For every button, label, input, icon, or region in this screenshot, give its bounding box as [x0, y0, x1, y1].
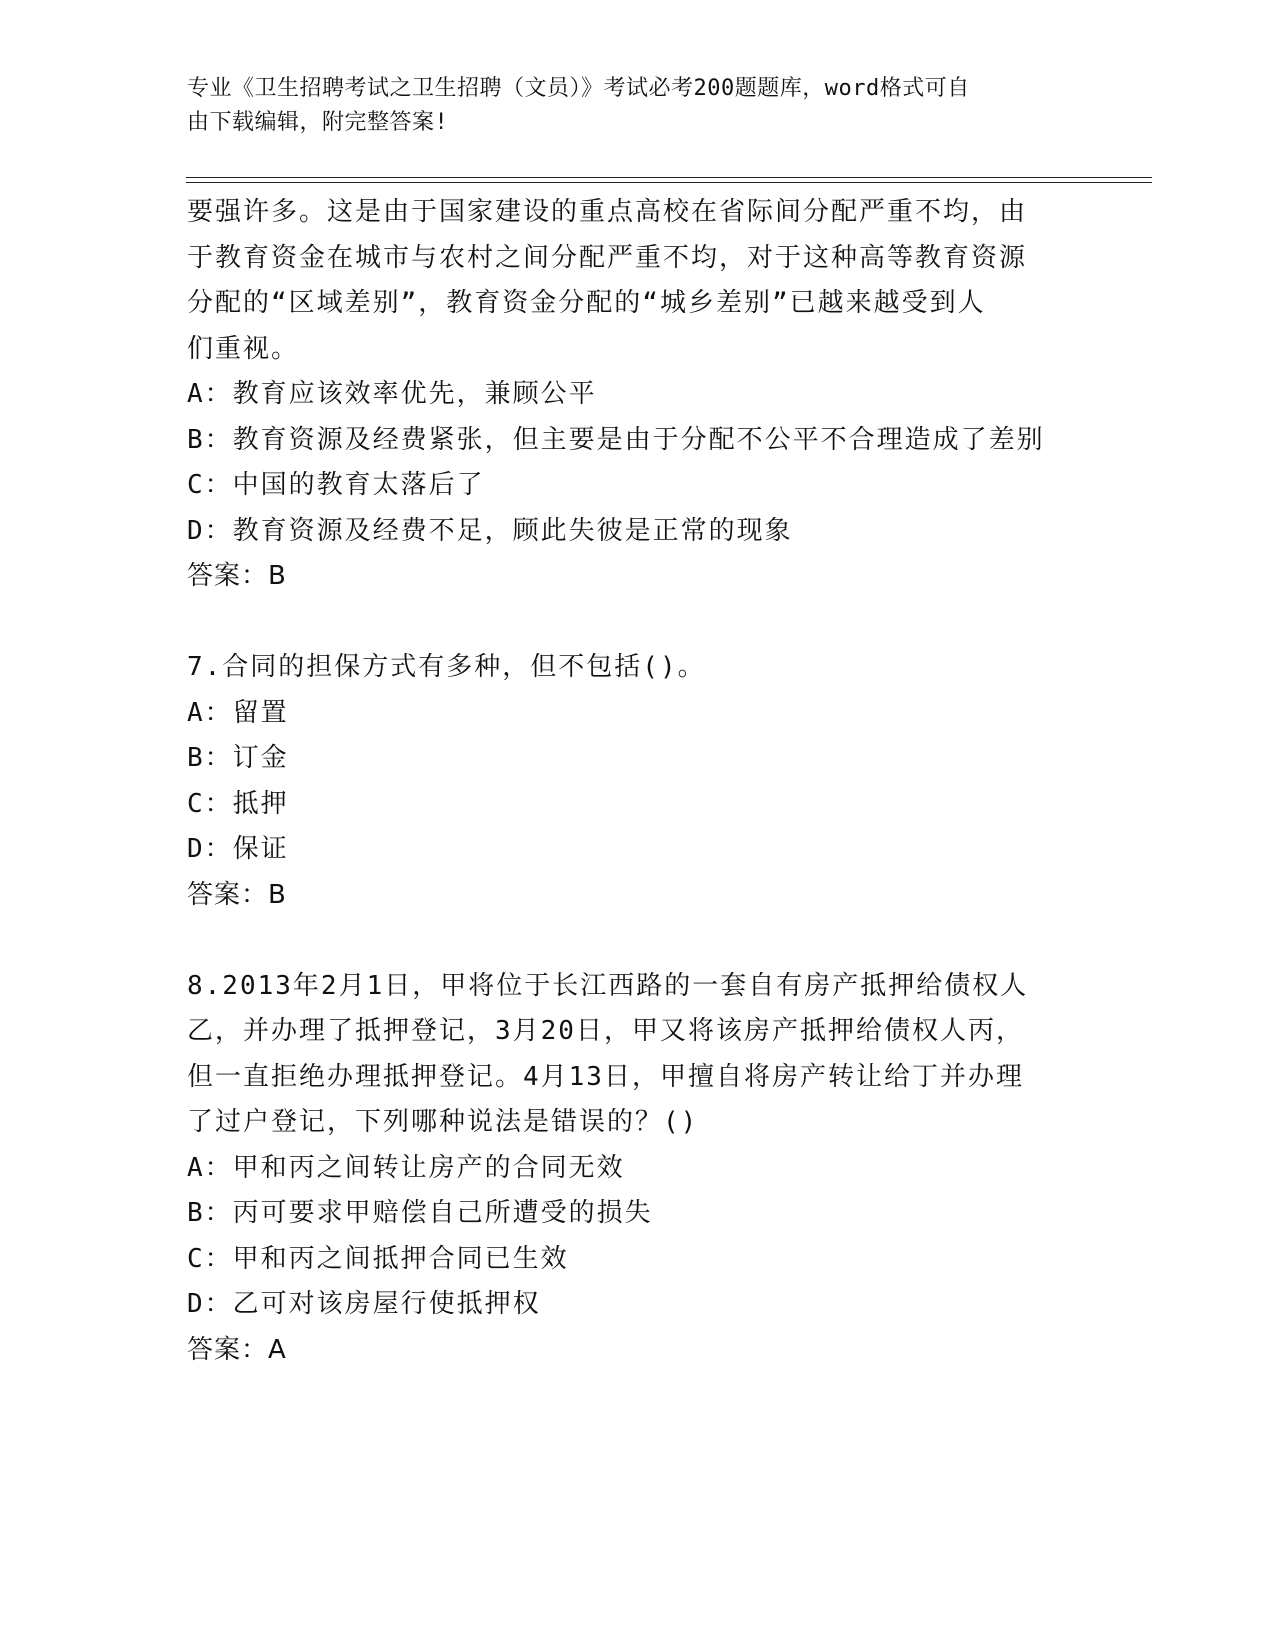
- question-stem-line: 乙，并办理了抵押登记，3月20日，甲又将该房产抵押给债权人丙，: [187, 1016, 1024, 1046]
- option-d: D：乙可对该房屋行使抵押权: [187, 1289, 541, 1319]
- option-d: D：教育资源及经费不足，顾此失彼是正常的现象: [187, 515, 793, 546]
- document-body: [187, 190, 1087, 1373]
- spacer: [187, 600, 1087, 646]
- header-line-1: 专业《卫生招聘考试之卫生招聘（文员）》考试必考200题题库，word格式可自: [187, 76, 970, 101]
- question-stem: 7.合同的担保方式有多种，但不包括()。: [187, 652, 706, 682]
- question-stem-line: 了过户登记，下列哪种说法是错误的？(): [187, 1107, 699, 1137]
- answer-line: 答案：B: [187, 561, 287, 591]
- option-d: D：保证: [187, 834, 289, 864]
- passage-line: 分配的“区域差别”，教育资金分配的“城乡差别”已越来越受到人: [187, 288, 986, 318]
- question-7: [187, 645, 1087, 918]
- passage-line: 要强许多。这是由于国家建设的重点高校在省际间分配严重不均，由: [187, 197, 1028, 227]
- option-a: A：教育应该效率优先，兼顾公平: [187, 379, 597, 409]
- option-c: C：中国的教育太落后了: [187, 470, 485, 500]
- option-b: B：丙可要求甲赔偿自己所遭受的损失: [187, 1198, 653, 1228]
- passage-line: 们重视。: [187, 333, 300, 364]
- question-stem-line: 但一直拒绝办理抵押登记。4月13日，甲擅自将房产转让给丁并办理: [187, 1061, 1024, 1092]
- document-header: [187, 72, 1087, 140]
- spacer: [187, 918, 1087, 964]
- header-divider-top: [186, 177, 1152, 178]
- option-b: B：订金: [187, 743, 289, 773]
- option-c: C：甲和丙之间抵押合同已生效: [187, 1243, 569, 1274]
- option-c: C：抵押: [187, 788, 289, 819]
- header-line-2: 由下载编辑，附完整答案!: [187, 110, 449, 135]
- option-b: B：教育资源及经费紧张，但主要是由于分配不公平不合理造成了差别: [187, 424, 1045, 455]
- option-a: A：甲和丙之间转让房产的合同无效: [187, 1152, 625, 1183]
- question-stem-line: 8.2013年2月1日，甲将位于长江西路的一套自有房产抵押给债权人: [187, 970, 1029, 1001]
- question-8: [187, 964, 1087, 1374]
- answer-line: 答案：B: [187, 879, 287, 910]
- question-6-continued: [187, 190, 1087, 600]
- option-a: A：留置: [187, 697, 289, 728]
- passage-line: 于教育资金在城市与农村之间分配严重不均，对于这种高等教育资源: [187, 242, 1028, 273]
- answer-line: 答案：A: [187, 1334, 287, 1365]
- header-divider-bottom: [186, 182, 1152, 183]
